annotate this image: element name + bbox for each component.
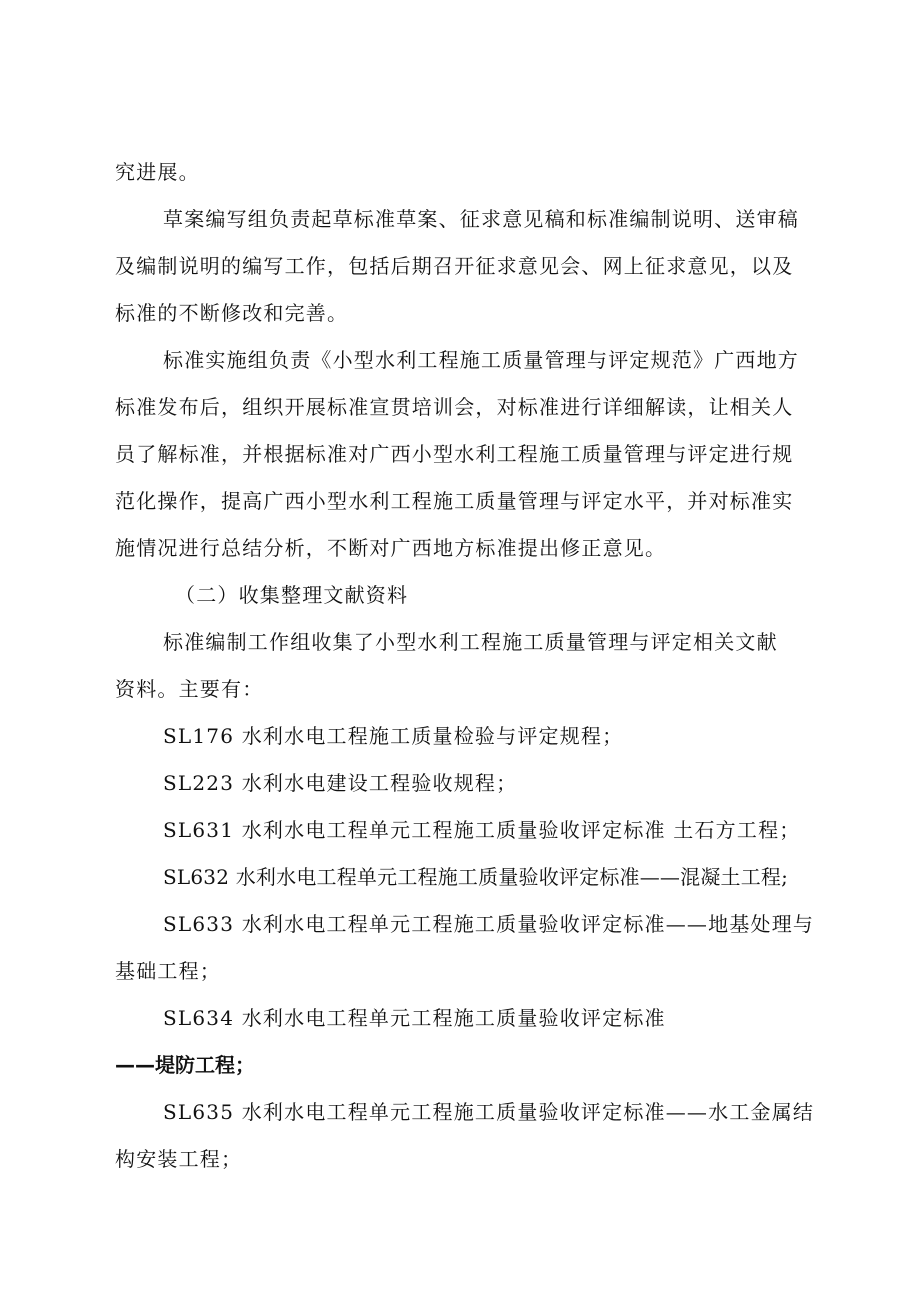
reference-item: SL632 水利水电工程单元工程施工质量验收评定标准——混凝土工程; [163,865,789,889]
text-line: 施情况进行总结分析，不断对广西地方标准提出修正意见。 [115,536,667,560]
reference-item: SL176 水利水电工程施工质量检验与评定规程； [163,724,624,748]
paragraph-start-line: 标准编制工作组收集了小型水利工程施工质量管理与评定相关文献 [163,630,778,654]
reference-item: SL633 水利水电工程单元工程施工质量验收评定标准——地基处理与 [163,912,815,936]
reference-item: SL635 水利水电工程单元工程施工质量验收评定标准——水工金属结 [163,1100,815,1124]
reference-item: SL223 水利水电建设工程验收规程； [163,771,518,795]
text-line: 构安装工程； [115,1147,243,1171]
text-line: 范化操作，提高广西小型水利工程施工质量管理与评定水平，并对标准实 [115,489,794,513]
text-line: 基础工程； [115,959,221,983]
section-heading: （二）收集整理文献资料 [175,583,409,607]
text-line: ——堤防工程； [115,1053,255,1077]
paragraph-start-line: 标准实施组负责《小型水利工程施工质量管理与评定规范》广西地方 [163,348,799,372]
text-line: 及编制说明的编写工作，包括后期召开征求意见会、网上征求意见，以及 [115,254,794,278]
text-line: 资料。主要有： [115,677,264,701]
text-line: 究进展。 [115,160,200,184]
paragraph-start-line: 草案编写组负责起草标准草案、征求意见稿和标准编制说明、送审稿 [163,207,799,231]
text-line: 员了解标准，并根据标准对广西小型水利工程施工质量管理与评定进行规 [115,442,794,466]
reference-item: SL634 水利水电工程单元工程施工质量验收评定标准 [163,1006,666,1030]
text-line: 标准的不断修改和完善。 [115,301,349,325]
reference-item: SL631 水利水电工程单元工程施工质量验收评定标准 土石方工程； [163,818,801,842]
text-line: 标准发布后，组织开展标准宣贯培训会，对标准进行详细解读，让相关人 [115,395,794,419]
